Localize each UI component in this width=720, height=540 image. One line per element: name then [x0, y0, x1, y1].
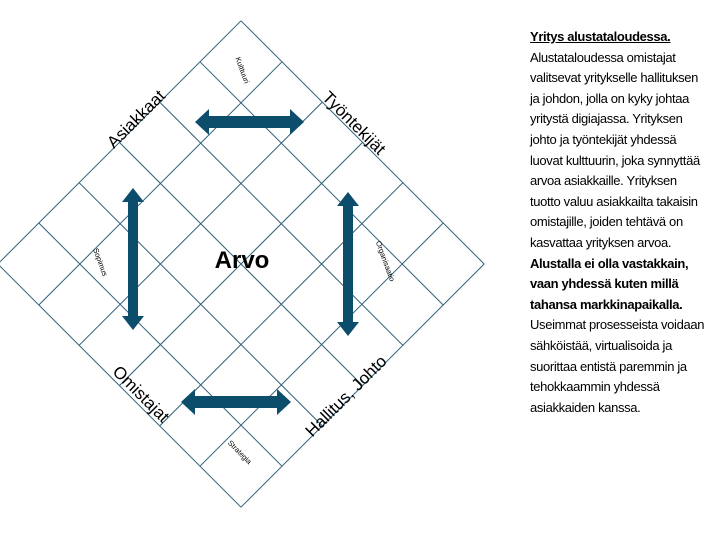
side-label-asiakkaat: Asiakkaat	[103, 86, 169, 152]
description-title: Yritys alustataloudessa.	[530, 29, 671, 44]
corner-label-strategia: Strategia	[225, 438, 254, 467]
corner-label-kulttuuri: Kulttuuri	[233, 55, 252, 85]
center-label-arvo: Arvo	[214, 247, 270, 274]
side-label-hallitus-johto: Hallitus, Johto	[301, 351, 391, 441]
description-emphasis: Alustalla ei olla vastakkain, vaan yhdessä kuten millä tahansa markkinapaikalla.	[530, 255, 689, 312]
arrow-right-vertical	[337, 192, 359, 336]
arrow-left-vertical	[122, 188, 144, 330]
description-closing: Useimmat prosesseista voidaan sähköistää, virtualisoida ja suorittaa entistä paremmin ja tehokkaammin yhdessä asiakkaiden kanssa.	[530, 317, 705, 415]
side-label-omistajat: Omistajat	[108, 362, 173, 427]
arrow-top-horizontal	[195, 109, 304, 135]
description-panel	[530, 27, 710, 418]
description-body: Alustataloudessa omistajat valitsevat yritykselle hallituksen ja johdon, jolla on kyky johtaa yritystä digiajassa. Yrityksen johto ja työntekijät yhdessä luovat kulttuurin, joka synnyttää arvoa asiakkaille. Yrityksen tuotto valuu asiakkailta takaisin omistajille, joiden tehtävä on kasvattaa yrityksen arvoa.	[530, 49, 700, 250]
arrow-bottom-horizontal	[181, 389, 291, 415]
side-label-tyontekijat: Työntekijät	[318, 87, 390, 159]
corner-label-organisaatio: Organisaatio	[373, 239, 397, 283]
corner-label-sopimus: Sopimus	[91, 246, 110, 278]
